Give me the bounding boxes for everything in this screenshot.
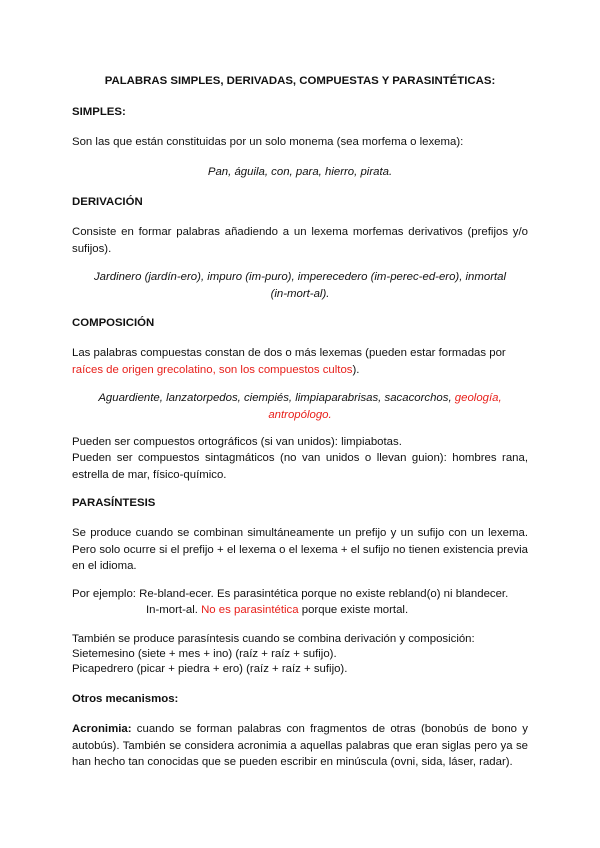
simples-examples: Pan, águila, con, para, hierro, pirata. bbox=[207, 166, 393, 178]
parasintesis-example2-end: porque existe mortal. bbox=[301, 604, 409, 616]
otros-acronimia bbox=[72, 721, 528, 771]
composicion-text-end: ). bbox=[352, 363, 360, 376]
composicion-text bbox=[72, 345, 528, 378]
simples-text: Son las que están constituidas por un solo monema (sea morfema o lexema): bbox=[72, 136, 464, 148]
heading-parasintesis: PARASÍNTESIS bbox=[72, 497, 156, 509]
composicion-examples bbox=[72, 390, 528, 423]
parasintesis-text: Se produce cuando se combinan simultáneamente un prefijo y un sufijo con un lexema. Pero solo ocurre si el prefijo + el lexema o el lexema + el sufijo no tienen existencia previa en el idioma. bbox=[72, 527, 528, 572]
derivacion-examples bbox=[72, 269, 528, 302]
parasintesis-example2 bbox=[72, 602, 528, 619]
composicion-examples-red2: antropólogo. bbox=[268, 408, 332, 421]
heading-derivacion: DERIVACIÓN bbox=[72, 196, 143, 208]
parasintesis-line-a: Sietemesino (siete + mes + ino) (raíz + raíz + sufijo). bbox=[72, 648, 337, 660]
parasintesis-line-b: Picapedrero (picar + piedra + ero) (raíz + raíz + sufijo). bbox=[72, 663, 348, 675]
composicion-sintagmaticos: Pueden ser compuestos sintagmáticos (no van unidos o llevan guion): hombres rana, estrella de mar, físico-químico. bbox=[72, 452, 528, 481]
document-title: PALABRAS SIMPLES, DERIVADAS, COMPUESTAS Y PARASINTÉTICAS: bbox=[104, 75, 496, 87]
derivacion-examples-line1: Jardinero (jardín-ero), impuro (im-puro), imperecedero (im-perec-ed-ero), inmortal bbox=[93, 271, 507, 283]
derivacion-text: Consiste en formar palabras añadiendo a un lexema morfemas derivativos (prefijos y/o sufijos). bbox=[72, 226, 528, 255]
composicion-ortograficos: Pueden ser compuestos ortográficos (si van unidos): limpiabotas. bbox=[72, 436, 402, 448]
composicion-text-a: Las palabras compuestas constan de dos o más lexemas (pueden estar formadas por bbox=[72, 347, 506, 359]
composicion-examples-line1: Aguardiente, lanzatorpedos, ciempiés, limpiaparabrisas, sacacorchos, bbox=[98, 392, 452, 404]
parasintesis-also: También se produce parasíntesis cuando se combina derivación y composición: bbox=[72, 633, 475, 645]
heading-otros: Otros mecanismos: bbox=[72, 693, 179, 705]
acronimia-label: Acronimia: bbox=[72, 723, 132, 735]
composicion-examples-red1: geología, bbox=[454, 392, 502, 404]
parasintesis-example2-red: No es parasintética bbox=[201, 604, 299, 616]
composicion-text-red: raíces de origen grecolatino, son los compuestos cultos bbox=[72, 363, 353, 376]
acronimia-text: cuando se forman palabras con fragmentos de otras (bonobús de bono y autobús). También se considera acronimia a aquellas palabras que eran siglas pero ya se han hecho tan conocidas que se pueden escribir en minúscula (ovni, sida, láser, radar). bbox=[72, 723, 528, 768]
heading-composicion: COMPOSICIÓN bbox=[72, 317, 155, 329]
heading-simples: SIMPLES: bbox=[72, 106, 126, 118]
parasintesis-example1: Por ejemplo: Re-bland-ecer. Es parasintética porque no existe rebland(o) ni blandecer. bbox=[72, 588, 509, 600]
parasintesis-example2-start: In-mort-al. bbox=[146, 604, 198, 616]
derivacion-examples-line2: (in-mort-al). bbox=[270, 287, 330, 300]
